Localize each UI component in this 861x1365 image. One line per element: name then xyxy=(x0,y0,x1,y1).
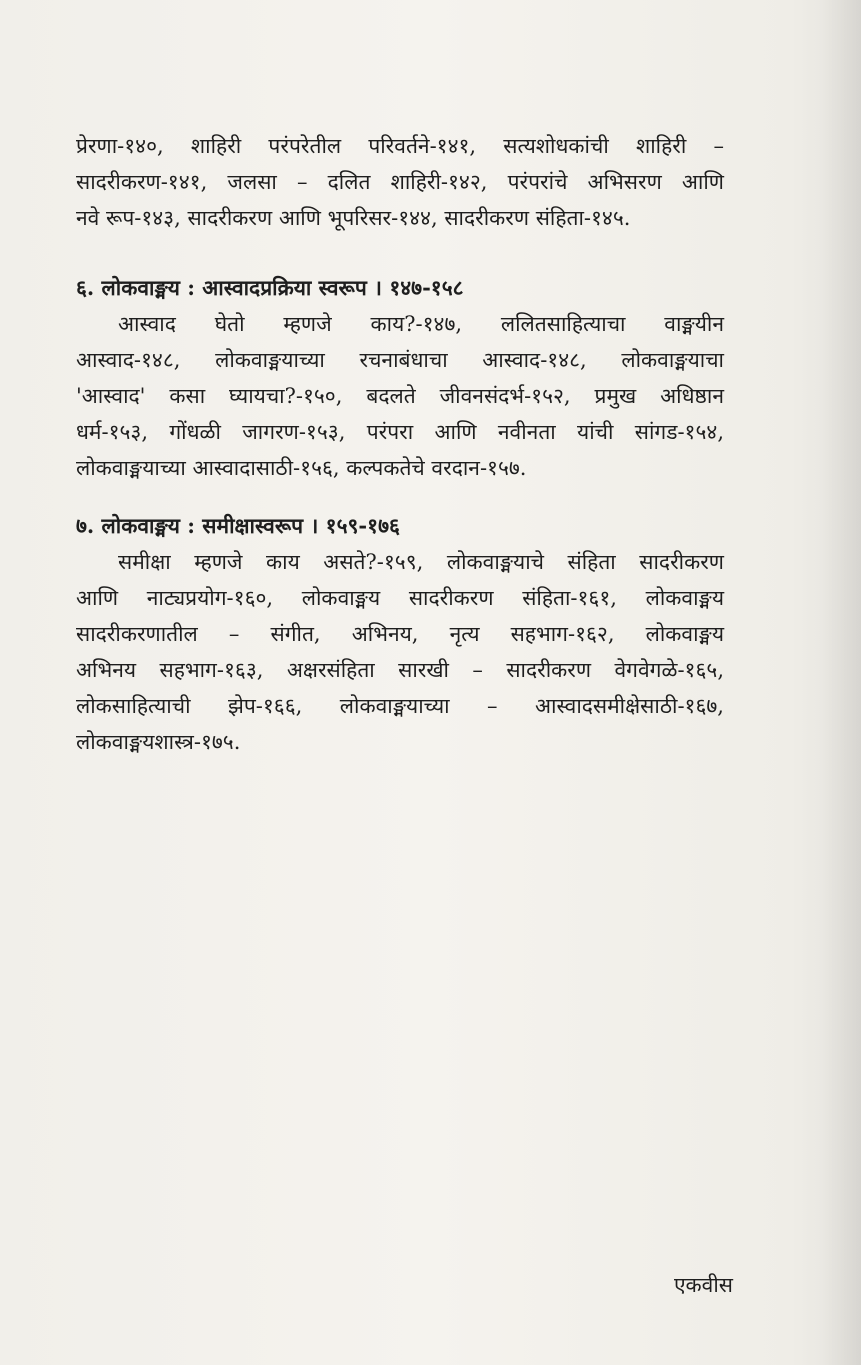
section-7-paragraph xyxy=(76,544,724,760)
section-7-heading: ७. लोकवाङ्मय : समीक्षास्वरूप । १५९-१७६ xyxy=(76,513,400,538)
section-6-paragraph xyxy=(76,306,724,486)
paragraph-line: आस्वाद घेतो म्हणजे काय?-१४७, ललितसाहित्याचा वाङ्मयीन xyxy=(118,312,724,336)
intro-paragraph xyxy=(76,128,724,236)
paragraph-line: प्रेरणा-१४०, शाहिरी परंपरेतील परिवर्तने-१४१, सत्यशोधकांची शाहिरी – xyxy=(76,134,724,158)
paragraph-line: समीक्षा म्हणजे काय असते?-१५९, लोकवाङ्मयाचे संहिता सादरीकरण xyxy=(118,550,724,574)
paragraph-line: सादरीकरणातील – संगीत, अभिनय, नृत्य सहभाग-१६२, लोकवाङ्मय xyxy=(76,622,724,646)
page-edge-shadow xyxy=(821,0,861,1365)
paragraph-line: सादरीकरण-१४१, जलसा – दलित शाहिरी-१४२, परंपरांचे अभिसरण आणि xyxy=(76,170,724,194)
section-6-heading: ६. लोकवाङ्मय : आस्वादप्रक्रिया स्वरूप । १४७-१५८ xyxy=(76,275,464,300)
paragraph-line: लोकवाङ्मयशास्त्र-१७५. xyxy=(76,730,241,754)
paragraph-line: आणि नाट्यप्रयोग-१६०, लोकवाङ्मय सादरीकरण संहिता-१६१, लोकवाङ्मय xyxy=(76,586,724,610)
page-number: एकवीस xyxy=(673,1273,733,1297)
paragraph-line: लोकवाङ्मयाच्या आस्वादासाठी-१५६, कल्पकतेचे वरदान-१५७. xyxy=(76,456,527,480)
paragraph-line: अभिनय सहभाग-१६३, अक्षरसंहिता सारखी – सादरीकरण वेगवेगळे-१६५, xyxy=(76,658,724,682)
paragraph-line: लोकसाहित्याची झेप-१६६, लोकवाङ्मयाच्या – आस्वादसमीक्षेसाठी-१६७, xyxy=(76,694,724,718)
paragraph-line: आस्वाद-१४८, लोकवाङ्मयाच्या रचनाबंधाचा आस्वाद-१४८, लोकवाङ्मयाचा xyxy=(76,348,724,372)
paragraph-line: धर्म-१५३, गोंधळी जागरण-१५३, परंपरा आणि नवीनता यांची सांगड-१५४, xyxy=(76,420,724,444)
paragraph-line: नवे रूप-१४३, सादरीकरण आणि भूपरिसर-१४४, सादरीकरण संहिता-१४५. xyxy=(76,206,631,230)
paragraph-line: 'आस्वाद' कसा घ्यायचा?-१५०, बदलते जीवनसंदर्भ-१५२, प्रमुख अधिष्ठान xyxy=(76,384,724,408)
